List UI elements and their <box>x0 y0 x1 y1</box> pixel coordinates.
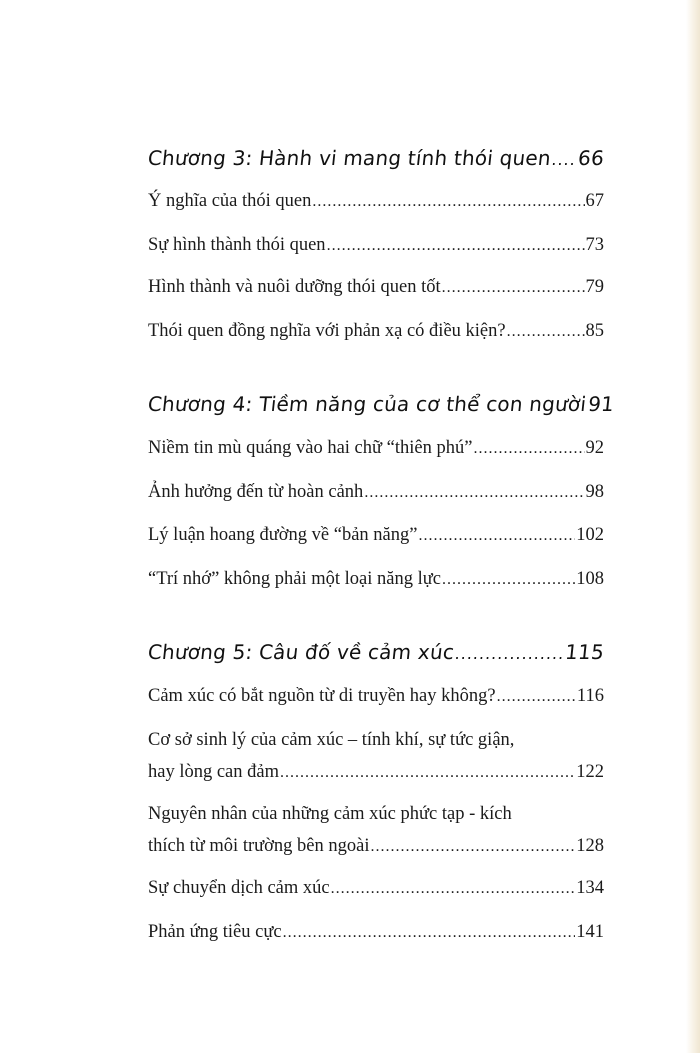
dot-leader <box>507 316 585 348</box>
chapter-title: Chương 4: Tiềm năng của cơ thể con người <box>146 392 588 416</box>
toc-entry[interactable] <box>148 229 604 262</box>
dot-leader <box>371 831 576 863</box>
dot-leader <box>473 433 584 465</box>
toc-entry[interactable] <box>148 563 604 596</box>
dot-leader <box>418 520 575 552</box>
toc-entry[interactable] <box>148 724 604 789</box>
toc-entry[interactable] <box>148 872 604 905</box>
dot-leader <box>364 477 584 509</box>
page-number: 73 <box>585 235 604 255</box>
toc-entry[interactable] <box>148 798 604 863</box>
page-number: 67 <box>585 191 604 211</box>
entry-title: “Trí nhớ” không phải một loại năng lực <box>148 569 441 589</box>
dot-leader <box>280 757 575 789</box>
page-number: 122 <box>576 762 604 782</box>
dot-leader <box>497 681 576 713</box>
page-number: 128 <box>576 836 604 856</box>
page-number: 92 <box>585 438 604 458</box>
chapter-heading[interactable] <box>147 146 606 170</box>
toc-entry[interactable] <box>148 680 604 713</box>
chapter-title: Chương 3: Hành vi mang tính thói quen <box>146 146 553 170</box>
page-number: 134 <box>576 878 604 898</box>
page-number: 85 <box>585 321 604 341</box>
entry-title: Ý nghĩa của thói quen <box>148 191 312 211</box>
entry-title: Cơ sở sinh lý của cảm xúc – tính khí, sự tức giận, <box>148 730 515 750</box>
toc-entry[interactable] <box>148 519 604 552</box>
page-number: 98 <box>585 482 604 502</box>
entry-title: Nguyên nhân của những cảm xúc phức tạp - kích <box>148 804 512 824</box>
entry-title: Sự hình thành thói quen <box>148 235 326 255</box>
entry-title: Niềm tin mù quáng vào hai chữ “thiên phú” <box>148 438 473 458</box>
page-number: 102 <box>576 525 604 545</box>
entry-title: Cảm xúc có bắt nguồn từ di truyền hay không? <box>148 686 496 706</box>
toc-entry[interactable] <box>148 432 604 465</box>
toc-entry[interactable] <box>148 476 604 509</box>
dot-leader <box>442 272 585 304</box>
entry-title: Lý luận hoang đường về “bản năng” <box>148 525 418 545</box>
entry-title: Phản ứng tiêu cực <box>148 922 282 942</box>
entry-title: Ảnh hưởng đến từ hoàn cảnh <box>148 482 364 502</box>
entry-title: Hình thành và nuôi dưỡng thói quen tốt <box>148 277 441 297</box>
dot-leader <box>283 917 576 949</box>
page-number: 141 <box>576 922 604 942</box>
entry-title-continued: hay lòng can đảm <box>148 762 279 782</box>
page-number: 79 <box>585 277 604 297</box>
toc-entry[interactable] <box>148 916 604 949</box>
page-number: 91 <box>586 392 616 416</box>
chapter-heading[interactable] <box>147 640 606 664</box>
entry-title-continued: thích từ môi trường bên ngoài <box>148 836 370 856</box>
toc-entry[interactable] <box>148 185 604 218</box>
page-number: 116 <box>576 686 604 706</box>
dot-leader <box>312 186 584 218</box>
page-number: 115 <box>563 640 606 664</box>
chapter-heading[interactable] <box>146 392 616 416</box>
page-number: 66 <box>576 146 606 170</box>
entry-title: Sự chuyển dịch cảm xúc <box>148 878 330 898</box>
dot-leader <box>442 564 575 596</box>
dot-leader <box>327 230 585 262</box>
toc-entry[interactable] <box>148 315 604 348</box>
page-edge <box>686 0 700 1053</box>
dot-leader <box>551 150 578 169</box>
dot-leader <box>454 644 565 663</box>
entry-title: Thói quen đồng nghĩa với phản xạ có điều kiện? <box>148 321 506 341</box>
dot-leader <box>331 873 576 905</box>
toc-entry[interactable] <box>148 271 604 304</box>
chapter-title: Chương 5: Câu đố về cảm xúc <box>146 640 456 664</box>
page-number: 108 <box>576 569 604 589</box>
